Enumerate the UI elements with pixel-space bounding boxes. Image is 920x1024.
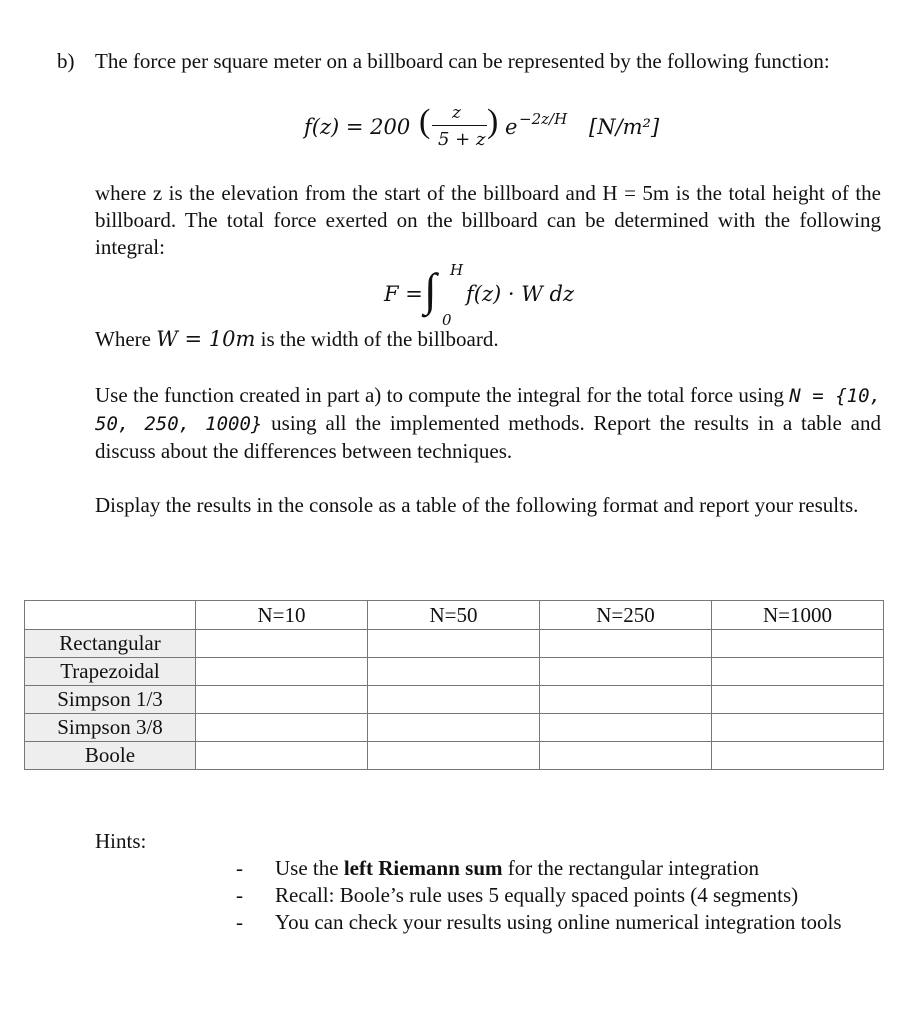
table-row (25, 714, 884, 742)
result-cell (368, 630, 540, 658)
formula1-lhs: f(z) = 200 (304, 115, 411, 139)
row-header: Simpson 1/3 (25, 686, 196, 714)
list-item (236, 882, 881, 909)
formula2-lhs: F = (384, 282, 423, 306)
formula1-units: [N/m²] (589, 115, 660, 139)
formula1-exp-base: e (505, 115, 518, 139)
row-header: Boole (25, 742, 196, 770)
hint-text: for the rectangular integration (502, 856, 760, 880)
task-text (95, 382, 881, 465)
formula2-integrand: f(z) · W dz (466, 282, 575, 306)
formula2-lower-limit: 0 (442, 311, 452, 329)
table-row (25, 686, 884, 714)
result-cell (540, 630, 712, 658)
task-math: N = {10, 50, 250, 1000} (95, 385, 882, 435)
column-header: N=10 (196, 601, 368, 630)
hint-text: Use the (275, 856, 344, 880)
column-header: N=1000 (712, 601, 884, 630)
result-cell (368, 714, 540, 742)
list-item (236, 909, 881, 936)
row-header: Trapezoidal (25, 658, 196, 686)
width-sentence (95, 326, 881, 353)
hint-text: You can check your results using online numerical integration tools (275, 910, 842, 934)
result-cell (196, 658, 368, 686)
width-suffix: is the width of the billboard. (255, 327, 499, 351)
description-text: where z is the elevation from the start of the billboard and H = 5m is the total height of the billboard. The total force exerted on the billboard can be determined with the following integral: (95, 181, 881, 259)
result-cell (540, 686, 712, 714)
integral-sign: ∫ (424, 264, 437, 315)
hint-list (236, 855, 881, 936)
formula2-upper-limit: H (450, 261, 464, 279)
result-cell (540, 714, 712, 742)
hints-label: Hints: (95, 829, 147, 853)
result-cell (368, 658, 540, 686)
bullet-dash: - (236, 883, 243, 907)
hint-text: Recall: Boole’s rule uses 5 equally spaced points (4 segments) (275, 883, 799, 907)
formula1-exponent: −2z/H (519, 110, 568, 128)
result-cell (712, 658, 884, 686)
result-cell (540, 742, 712, 770)
column-header: N=50 (368, 601, 540, 630)
formula1-right-paren: ) (487, 103, 499, 140)
task-post: using all the implemented methods. Report the results in a table and discuss about the differences between techniques. (95, 411, 881, 463)
result-cell (540, 658, 712, 686)
result-cell (712, 630, 884, 658)
list-item (236, 855, 881, 882)
bullet-dash: - (236, 856, 243, 880)
width-prefix: Where (95, 327, 157, 351)
table-header-row (25, 601, 884, 630)
total-force-formula (384, 255, 684, 329)
row-header: Rectangular (25, 630, 196, 658)
force-density-formula (304, 100, 724, 160)
result-cell (712, 714, 884, 742)
table-row (25, 658, 884, 686)
result-cell (368, 686, 540, 714)
results-table (24, 600, 884, 770)
hint-bold-text: left Riemann sum (343, 856, 503, 880)
formula1-left-paren: ( (419, 103, 431, 140)
result-cell (712, 686, 884, 714)
intro-text: The force per square meter on a billboard can be represented by the following function: (95, 49, 830, 73)
row-header: Simpson 3/8 (25, 714, 196, 742)
bullet-dash: - (236, 910, 243, 934)
task-pre: Use the function created in part a) to compute the integral for the total force using (95, 383, 790, 407)
formula1-numerator: z (452, 103, 461, 123)
result-cell (196, 714, 368, 742)
table-corner-cell (25, 601, 196, 630)
result-cell (196, 686, 368, 714)
width-math: W = 10m (156, 327, 256, 351)
result-cell (368, 742, 540, 770)
result-cell (196, 742, 368, 770)
question-marker: b) (57, 49, 75, 73)
formula1-denominator: 5 + z (438, 129, 486, 150)
display-text: Display the results in the console as a table of the following format and report your results. (95, 493, 859, 517)
table-row (25, 630, 884, 658)
column-header: N=250 (540, 601, 712, 630)
result-cell (712, 742, 884, 770)
result-cell (196, 630, 368, 658)
table-row (25, 742, 884, 770)
